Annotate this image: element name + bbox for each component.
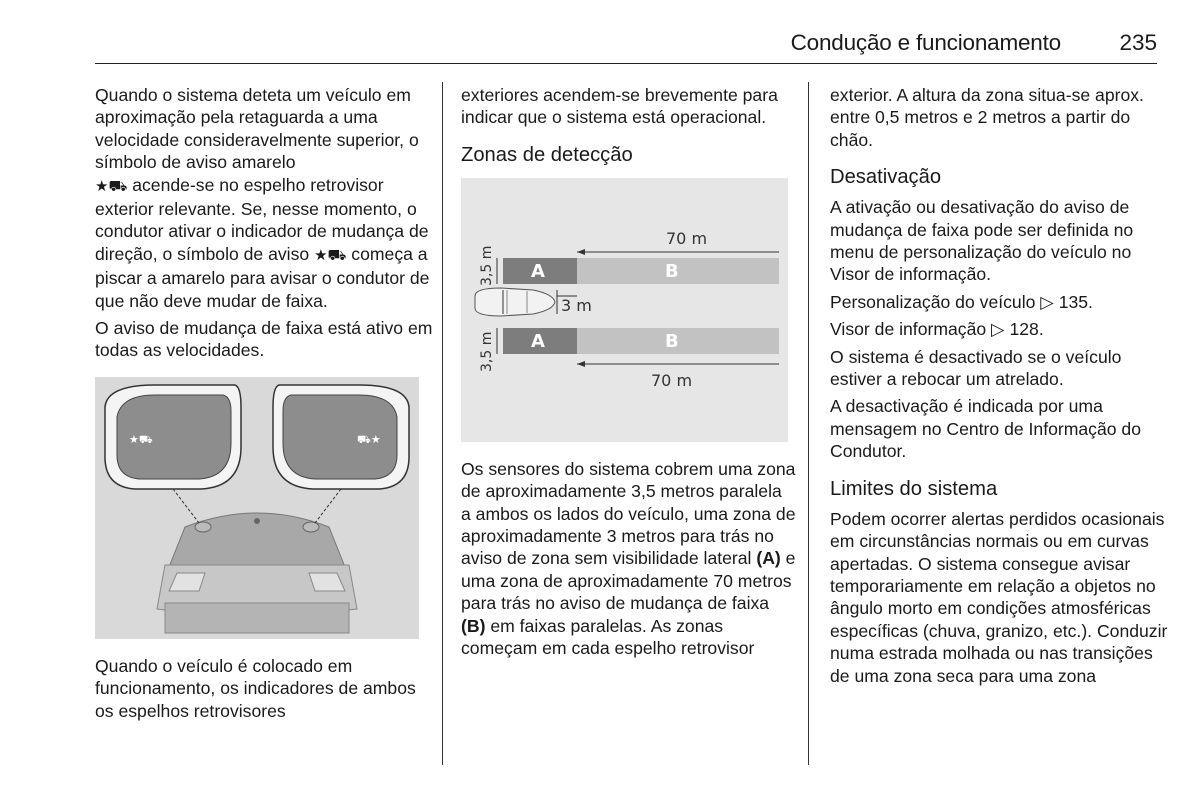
length-label: 70 m bbox=[666, 228, 708, 248]
paragraph: O sistema é desactivado se o veículo estiver a rebocar um atrelado. bbox=[830, 346, 1122, 390]
star-car-icon: ★⛟ bbox=[95, 177, 128, 195]
length-label: 70 m bbox=[651, 370, 693, 390]
star-car-icon: ★⛟ bbox=[314, 246, 347, 264]
length-label: 3 m bbox=[561, 295, 592, 315]
zone-b-label: B bbox=[665, 260, 679, 282]
paragraph: O aviso de mudança de faixa está ativo em todas as velocidades. bbox=[95, 318, 433, 361]
svg-text:★⛟: ★⛟ bbox=[129, 432, 153, 446]
width-label: 3,5 m bbox=[479, 245, 495, 286]
section-heading: Desativação bbox=[830, 166, 942, 189]
cross-reference[interactable]: Personalização do veículo ▷ 135. bbox=[830, 291, 1093, 312]
paragraph: exterior. A altura da zona situa-se aprox. entre 0,5 metros e 2 metros a partir do chão. bbox=[830, 85, 1144, 150]
column-3 bbox=[830, 84, 1170, 692]
paragraph: exteriores acendem-se brevemente para indicar que o sistema está operacional. bbox=[461, 85, 778, 128]
column-2 bbox=[461, 84, 796, 664]
section-heading: Zonas de detecção bbox=[461, 143, 633, 166]
page-number: 235 bbox=[1119, 30, 1157, 55]
paragraph: Quando o sistema deteta um veículo em aproximação pela retaguarda a uma velocidade consideravelmente superior, o símbolo de aviso amarelo ★⛟ acende-se no espelho retrovisor exterior relevante. Se, nesse momento, o condutor ativar o indicador de mudança de direção, o símbolo de aviso ★⛟ começa a piscar a amarelo para avisar o condutor de que não deve mudar de faixa. bbox=[95, 85, 430, 311]
cross-reference[interactable]: Visor de informação ▷ 128. bbox=[830, 319, 1044, 340]
paragraph: Quando o veículo é colocado em funcionamento, os indicadores de ambos os espelhos retrovisores bbox=[95, 655, 416, 721]
detection-zones-diagram bbox=[461, 178, 788, 442]
paragraph: Podem ocorrer alertas perdidos ocasionais em circunstâncias normais ou em curvas apertadas. O sistema consegue avisar temporariamente em relação a objetos no ângulo morto em condições atmosféricas específicas (chuva, granizo, etc.). Conduzir numa estrada molhada ou nas transições de uma zona seca para uma zona bbox=[830, 508, 1168, 686]
zone-a-label: A bbox=[531, 260, 545, 282]
section-heading: Limites do sistema bbox=[830, 477, 998, 500]
zone-b-label: B bbox=[665, 330, 679, 352]
column-1 bbox=[95, 84, 435, 727]
page-header bbox=[95, 30, 1157, 64]
zone-a-label: A bbox=[531, 330, 545, 352]
svg-text:⛟★: ⛟★ bbox=[357, 432, 381, 446]
mirror-illustration bbox=[95, 377, 419, 639]
paragraph: A desactivação é indicada por uma mensagem no Centro de Informação do Condutor. bbox=[830, 396, 1142, 462]
paragraph: Os sensores do sistema cobrem uma zona de aproximadamente 3,5 metros paralela a ambos os lados do veículo, uma zona de aproximadamente 3 metros para trás no aviso de zona sem visibilidade lateral (A) e uma zona de aproximadamente 70 metros para trás no aviso de mudança de faixa (B) em faixas paralelas. As zonas começam em cada espelho retrovisor bbox=[461, 458, 796, 659]
triangle-arrow-icon: ▷ bbox=[991, 319, 1005, 340]
header-rule bbox=[95, 63, 1157, 64]
width-label: 3,5 m bbox=[479, 331, 495, 372]
chapter-title: Condução e funcionamento bbox=[790, 30, 1061, 55]
column-divider bbox=[808, 82, 809, 765]
triangle-arrow-icon: ▷ bbox=[1040, 291, 1054, 312]
paragraph: A ativação ou desativação do aviso de mudança de faixa pode ser definida no menu de personalização do veículo no Visor de informação. bbox=[830, 197, 1134, 285]
column-divider bbox=[442, 82, 443, 765]
